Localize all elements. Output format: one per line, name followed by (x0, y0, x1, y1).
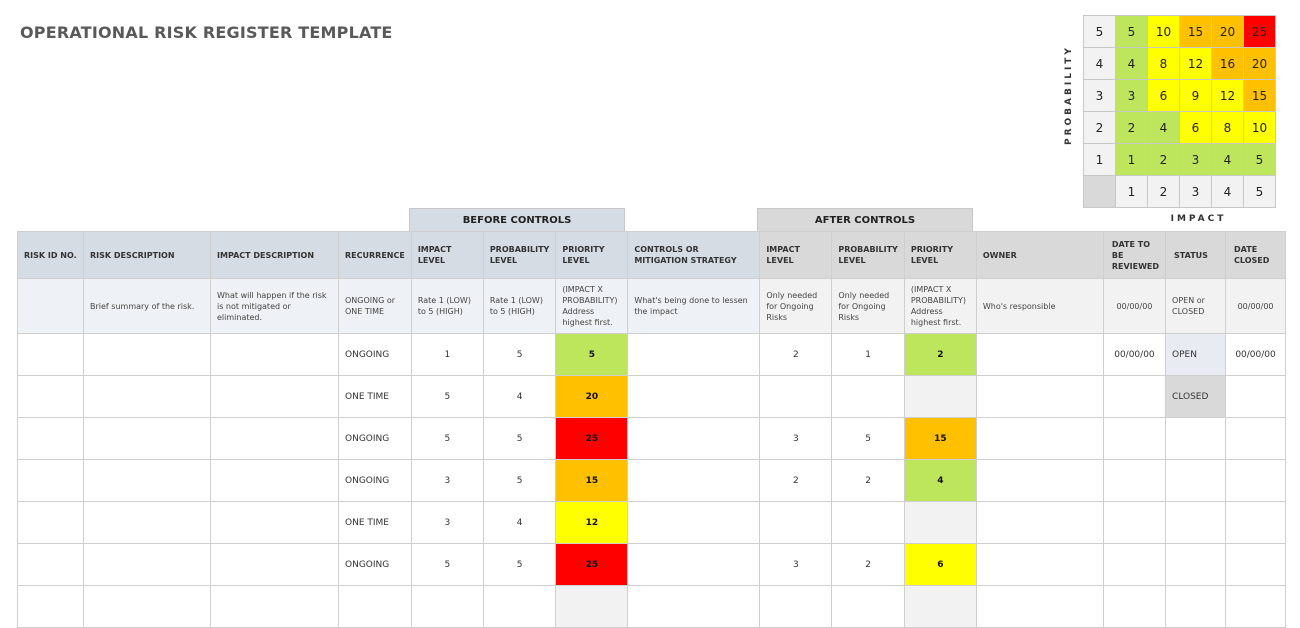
table-cell[interactable] (18, 376, 84, 418)
status-cell[interactable] (1166, 418, 1226, 460)
description-cell: ONGOING or ONE TIME (339, 279, 412, 334)
table-cell[interactable] (84, 334, 211, 376)
table-cell[interactable]: 2 (832, 460, 905, 502)
matrix-cell: 5 (1244, 144, 1276, 176)
table-cell[interactable] (18, 502, 84, 544)
table-cell[interactable]: ONE TIME (339, 502, 412, 544)
priority-cell[interactable] (904, 376, 976, 418)
description-cell: Only needed for Ongoing Risks (832, 279, 905, 334)
table-row (18, 418, 1286, 460)
header-row (18, 232, 1286, 279)
priority-cell[interactable] (904, 586, 976, 628)
table-cell[interactable] (976, 586, 1103, 628)
description-cell: What's being done to lessen the impact (628, 279, 760, 334)
matrix-cell: 4 (1212, 144, 1244, 176)
table-cell[interactable]: ONGOING (339, 460, 412, 502)
probability-value: 4 (1084, 48, 1116, 80)
description-cell: Who's responsible (976, 279, 1103, 334)
matrix-cell: 20 (1244, 48, 1276, 80)
matrix-cell: 2 (1116, 112, 1148, 144)
priority-cell[interactable] (556, 586, 628, 628)
table-cell[interactable] (483, 586, 556, 628)
table-cell[interactable] (976, 334, 1103, 376)
description-cell: 00/00/00 (1103, 279, 1165, 334)
table-cell[interactable]: 1 (411, 334, 483, 376)
table-cell[interactable] (84, 586, 211, 628)
column-header: IMPACT DESCRIPTION (211, 232, 339, 279)
matrix-cell: 10 (1148, 16, 1180, 48)
table-row (18, 460, 1286, 502)
table-cell[interactable] (84, 460, 211, 502)
table-cell[interactable] (976, 418, 1103, 460)
priority-cell[interactable]: 2 (904, 334, 976, 376)
after-controls-header: AFTER CONTROLS (757, 208, 973, 231)
risk-register-table (17, 231, 1286, 628)
column-header: RISK DESCRIPTION (84, 232, 211, 279)
table-cell[interactable] (339, 586, 412, 628)
table-cell[interactable] (1103, 586, 1165, 628)
table-cell[interactable] (211, 460, 339, 502)
table-cell[interactable] (211, 544, 339, 586)
impact-value: 1 (1116, 176, 1148, 208)
table-cell[interactable]: 5 (411, 418, 483, 460)
description-cell: 00/00/00 (1226, 279, 1286, 334)
matrix-row (1084, 112, 1276, 144)
impact-value: 2 (1148, 176, 1180, 208)
table-cell[interactable] (211, 376, 339, 418)
table-cell[interactable] (1226, 418, 1286, 460)
column-header: STATUS (1166, 232, 1226, 279)
before-controls-header: BEFORE CONTROLS (409, 208, 625, 231)
table-cell[interactable]: 5 (483, 544, 556, 586)
table-cell[interactable] (84, 502, 211, 544)
status-cell[interactable] (1166, 586, 1226, 628)
table-cell[interactable] (1103, 460, 1165, 502)
matrix-cell: 9 (1180, 80, 1212, 112)
matrix-cell: 6 (1148, 80, 1180, 112)
description-cell (18, 279, 84, 334)
table-cell[interactable] (1226, 460, 1286, 502)
table-cell[interactable] (18, 460, 84, 502)
table-cell[interactable] (832, 376, 905, 418)
column-header: RECURRENCE (339, 232, 412, 279)
table-cell[interactable] (976, 460, 1103, 502)
impact-axis-label: IMPACT (1170, 214, 1227, 224)
priority-cell[interactable]: 15 (904, 418, 976, 460)
table-cell[interactable] (211, 418, 339, 460)
table-cell[interactable] (211, 502, 339, 544)
priority-cell[interactable]: 4 (904, 460, 976, 502)
description-cell: OPEN or CLOSED (1166, 279, 1226, 334)
table-cell[interactable]: 3 (411, 460, 483, 502)
table-row (18, 334, 1286, 376)
matrix-row (1084, 48, 1276, 80)
priority-cell[interactable]: 5 (556, 334, 628, 376)
table-cell[interactable] (18, 334, 84, 376)
table-cell[interactable]: 3 (760, 418, 832, 460)
table-cell[interactable] (1226, 376, 1286, 418)
table-cell[interactable]: 4 (483, 502, 556, 544)
matrix-cell: 3 (1180, 144, 1212, 176)
table-cell[interactable] (1103, 502, 1165, 544)
table-cell[interactable] (1103, 418, 1165, 460)
probability-axis-label: PROBABILITY (1064, 45, 1074, 145)
column-header: PROBABILITY LEVEL (832, 232, 905, 279)
table-cell[interactable] (760, 586, 832, 628)
matrix-cell: 12 (1180, 48, 1212, 80)
column-header: IMPACT LEVEL (760, 232, 832, 279)
table-cell[interactable] (84, 544, 211, 586)
column-header: DATE CLOSED (1226, 232, 1286, 279)
matrix-cell: 10 (1244, 112, 1276, 144)
table-cell[interactable]: ONE TIME (339, 376, 412, 418)
matrix-cell: 16 (1212, 48, 1244, 80)
table-cell[interactable] (1226, 586, 1286, 628)
table-cell[interactable]: 1 (832, 334, 905, 376)
table-cell[interactable] (211, 334, 339, 376)
description-cell: Rate 1 (LOW) to 5 (HIGH) (483, 279, 556, 334)
priority-cell[interactable]: 25 (556, 544, 628, 586)
page-title: OPERATIONAL RISK REGISTER TEMPLATE (20, 23, 393, 42)
table-cell[interactable] (976, 502, 1103, 544)
table-cell[interactable]: 5 (832, 418, 905, 460)
table-cell[interactable] (760, 376, 832, 418)
description-cell: Only needed for Ongoing Risks (760, 279, 832, 334)
description-row (18, 279, 1286, 334)
matrix-cell: 15 (1244, 80, 1276, 112)
description-cell: What will happen if the risk is not mitigated or eliminated. (211, 279, 339, 334)
table-row (18, 586, 1286, 628)
priority-cell[interactable]: 6 (904, 544, 976, 586)
table-cell[interactable] (628, 544, 760, 586)
impact-value: 5 (1244, 176, 1276, 208)
table-cell[interactable] (628, 460, 760, 502)
table-cell[interactable] (84, 376, 211, 418)
table-cell[interactable]: 5 (483, 460, 556, 502)
table-cell[interactable]: 5 (411, 376, 483, 418)
table-cell[interactable] (976, 376, 1103, 418)
table-cell[interactable] (1226, 544, 1286, 586)
priority-cell[interactable]: 20 (556, 376, 628, 418)
table-cell[interactable] (1103, 376, 1165, 418)
table-cell[interactable] (1103, 544, 1165, 586)
table-cell[interactable] (628, 586, 760, 628)
probability-value: 2 (1084, 112, 1116, 144)
table-row (18, 544, 1286, 586)
column-header: PRIORITY LEVEL (556, 232, 628, 279)
table-cell[interactable]: 2 (760, 334, 832, 376)
matrix-cell: 2 (1148, 144, 1180, 176)
matrix-cell: 25 (1244, 16, 1276, 48)
table-row (18, 376, 1286, 418)
description-cell: (IMPACT X PROBABILITY) Address highest first. (556, 279, 628, 334)
table-cell[interactable] (211, 586, 339, 628)
table-cell[interactable] (976, 544, 1103, 586)
table-cell[interactable] (1226, 502, 1286, 544)
matrix-cell: 3 (1116, 80, 1148, 112)
priority-cell[interactable] (904, 502, 976, 544)
status-cell[interactable] (1166, 460, 1226, 502)
matrix-impact-row (1084, 176, 1276, 208)
status-cell[interactable] (1166, 502, 1226, 544)
table-cell[interactable] (628, 334, 760, 376)
matrix-cell: 4 (1116, 48, 1148, 80)
priority-cell[interactable]: 25 (556, 418, 628, 460)
status-cell[interactable]: OPEN (1166, 334, 1226, 376)
risk-matrix (1083, 15, 1276, 208)
status-cell[interactable]: CLOSED (1166, 376, 1226, 418)
status-cell[interactable] (1166, 544, 1226, 586)
table-cell[interactable] (411, 586, 483, 628)
description-cell: (IMPACT X PROBABILITY) Address highest first. (904, 279, 976, 334)
impact-value: 3 (1180, 176, 1212, 208)
table-cell[interactable]: 5 (483, 418, 556, 460)
matrix-row (1084, 80, 1276, 112)
matrix-cell: 15 (1180, 16, 1212, 48)
table-row (18, 502, 1286, 544)
table-cell[interactable] (628, 502, 760, 544)
table-cell[interactable]: ONGOING (339, 418, 412, 460)
probability-value: 3 (1084, 80, 1116, 112)
probability-value: 5 (1084, 16, 1116, 48)
probability-value: 1 (1084, 144, 1116, 176)
impact-value: 4 (1212, 176, 1244, 208)
table-cell[interactable]: 3 (760, 544, 832, 586)
table-cell[interactable] (628, 418, 760, 460)
table-cell[interactable] (832, 502, 905, 544)
matrix-cell: 5 (1116, 16, 1148, 48)
priority-cell[interactable]: 12 (556, 502, 628, 544)
matrix-cell: 8 (1212, 112, 1244, 144)
table-cell[interactable] (628, 376, 760, 418)
column-header: IMPACT LEVEL (411, 232, 483, 279)
table-cell[interactable]: 00/00/00 (1226, 334, 1286, 376)
matrix-cell: 6 (1180, 112, 1212, 144)
column-header: DATE TO BE REVIEWED (1103, 232, 1165, 279)
table-cell[interactable]: 5 (411, 544, 483, 586)
matrix-cell: 4 (1148, 112, 1180, 144)
table-cell[interactable] (832, 586, 905, 628)
table-cell[interactable]: 00/00/00 (1103, 334, 1165, 376)
column-header: OWNER (976, 232, 1103, 279)
table-cell[interactable]: ONGOING (339, 334, 412, 376)
table-cell[interactable] (18, 586, 84, 628)
table-cell[interactable]: 2 (760, 460, 832, 502)
table-cell[interactable] (760, 502, 832, 544)
table-cell[interactable]: 5 (483, 334, 556, 376)
table-cell[interactable] (18, 544, 84, 586)
table-cell[interactable]: ONGOING (339, 544, 412, 586)
priority-cell[interactable]: 15 (556, 460, 628, 502)
matrix-cell: 8 (1148, 48, 1180, 80)
description-cell: Brief summary of the risk. (84, 279, 211, 334)
matrix-cell: 12 (1212, 80, 1244, 112)
table-cell[interactable] (84, 418, 211, 460)
column-header: PRIORITY LEVEL (904, 232, 976, 279)
table-cell[interactable] (18, 418, 84, 460)
table-cell[interactable]: 3 (411, 502, 483, 544)
matrix-row (1084, 16, 1276, 48)
matrix-row (1084, 144, 1276, 176)
matrix-cell: 20 (1212, 16, 1244, 48)
column-header: PROBABILITY LEVEL (483, 232, 556, 279)
description-cell: Rate 1 (LOW) to 5 (HIGH) (411, 279, 483, 334)
column-header: CONTROLS OR MITIGATION STRATEGY (628, 232, 760, 279)
table-cell[interactable]: 4 (483, 376, 556, 418)
column-header: RISK ID NO. (18, 232, 84, 279)
matrix-cell: 1 (1116, 144, 1148, 176)
matrix-corner (1084, 176, 1116, 208)
table-cell[interactable]: 2 (832, 544, 905, 586)
